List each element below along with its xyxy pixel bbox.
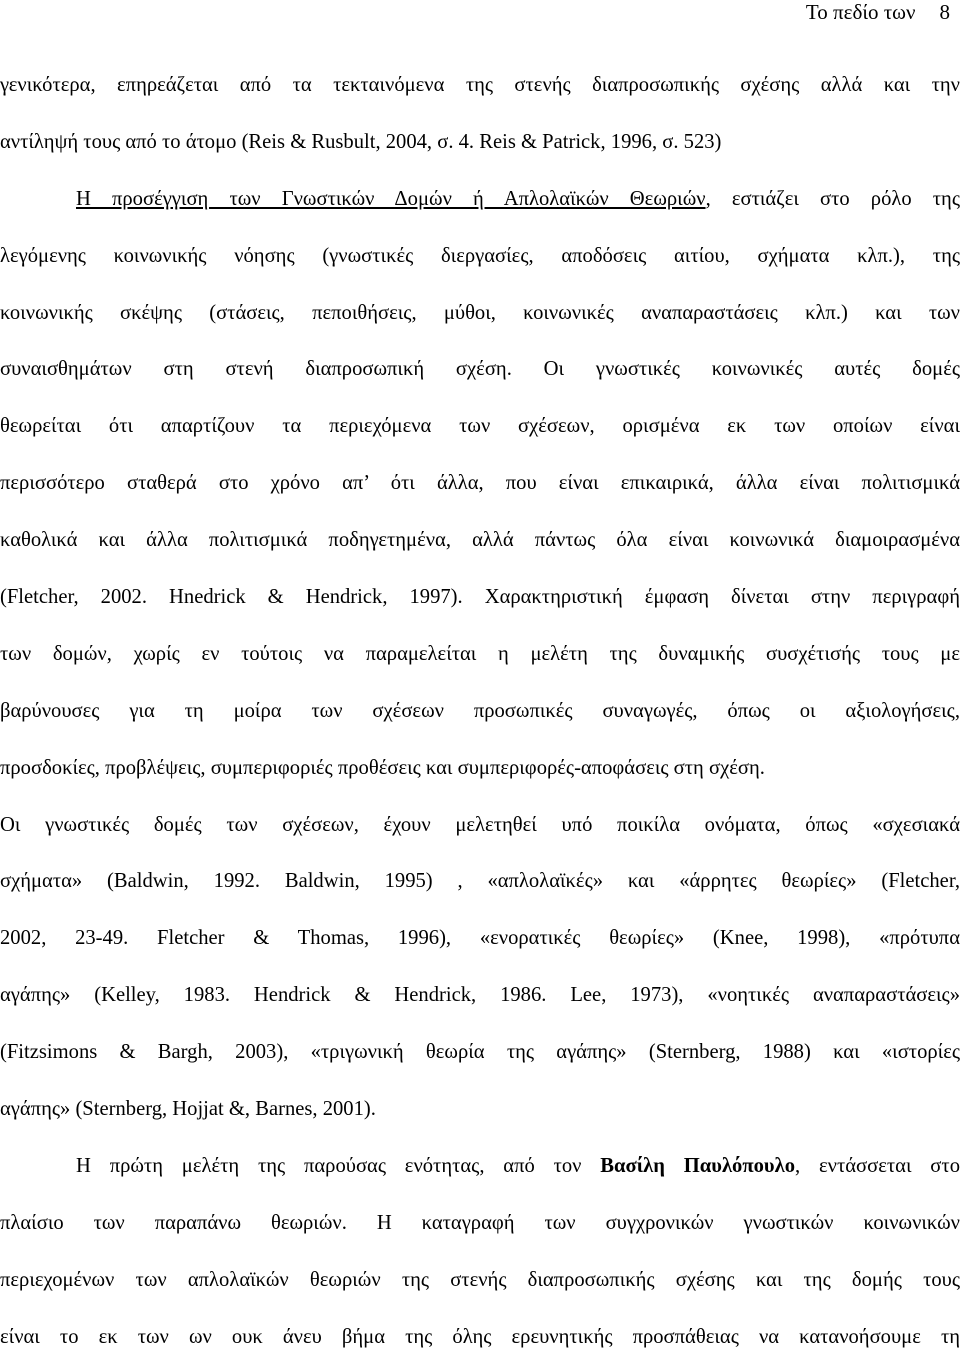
text-line: θεωρείται ότι απαρτίζουν τα περιεχόμενα των σχέσεων, ορισμένα εκ των οποίων είναι — [0, 415, 960, 438]
text-line: (Fitzsimons & Bargh, 2003), «τριγωνική θεωρία της αγάπης» (Sternberg, 1988) και «ιστορίες — [0, 1041, 960, 1064]
text-line: σχήματα» (Baldwin, 1992. Baldwin, 1995) , «απλολαϊκές» και «άρρητες θεωρίες» (Fletcher, — [0, 870, 960, 893]
page-number: 8 — [939, 0, 950, 24]
text-line: αγάπης» (Kelley, 1983. Hendrick & Hendrick, 1986. Lee, 1973), «νοητικές αναπαραστάσεις» — [0, 984, 960, 1007]
text-line: (Fletcher, 2002. Hnedrick & Hendrick, 1997). Χαρακτηριστική έμφαση δίνεται στην περιγραφή — [0, 586, 960, 609]
running-header-title: Το πεδίο των — [805, 0, 916, 24]
body-text — [0, 60, 960, 1368]
text-line: καθολικά και άλλα πολιτισμικά ποδηγετημένα, αλλά πάντως όλα είναι κοινωνικά διαμοιρασμένα — [0, 529, 960, 552]
running-header — [806, 0, 950, 24]
text-line: των δομών, χωρίς εν τούτοις να παραμελείται η μελέτη της δυναμικής συσχέτισής τους με — [0, 642, 960, 665]
underlined-heading-phrase: Η προσέγγιση των Γνωστικών Δομών ή Απλολαϊκών Θεωριών — [76, 187, 706, 210]
text-line: είναι το εκ των ων ουκ άνευ βήμα της όλης ερευνητικής προσπάθειας να κατανοήσουμε τη — [0, 1325, 960, 1348]
text-line: αντίληψή τους από το άτομο (Reis & Rusbult, 2004, σ. 4. Reis & Patrick, 1996, σ. 523) — [0, 130, 722, 153]
author-name: Βασίλη Παυλόπουλο — [600, 1154, 796, 1177]
text-line: περισσότερο σταθερά στο χρόνο απ’ ότι άλλα, που είναι επικαιρικά, άλλα είναι πολιτισμικά — [0, 472, 960, 495]
text-line: Οι γνωστικές δομές των σχέσεων, έχουν μελετηθεί υπό ποικίλα ονόματα, όπως «σχεσιακά — [0, 813, 960, 836]
text-fragment: , εστιάζει στο ρόλο της — [705, 187, 960, 210]
text-line: βαρύνουσες για τη μοίρα των σχέσεων προσωπικές συναγωγές, όπως οι αξιολογήσεις, — [0, 699, 960, 722]
text-fragment: , εντάσσεται στο — [795, 1154, 960, 1177]
text-line: κοινωνικής σκέψης (στάσεις, πεποιθήσεις, μύθοι, κοινωνικές αναπαραστάσεις κλπ.) και των — [0, 301, 960, 324]
text-fragment: Η πρώτη μελέτη της παρούσας ενότητας, από τον — [76, 1154, 601, 1177]
text-line: πλαίσιο των παραπάνω θεωριών. Η καταγραφή των συγχρονικών γνωστικών κοινωνικών — [0, 1211, 960, 1234]
text-line: συναισθημάτων στη στενή διαπροσωπική σχέση. Οι γνωστικές κοινωνικές αυτές δομές — [0, 358, 960, 381]
paragraph-start-line — [0, 174, 960, 231]
text-line: περιεχομένων των απλολαϊκών θεωριών της στενής διαπροσωπικής σχέσης και της δομής τους — [0, 1268, 960, 1291]
paragraph-start-line — [0, 1141, 960, 1198]
text-line: γενικότερα, επηρεάζεται από τα τεκταινόμενα της στενής διαπροσωπικής σχέσης αλλά και την — [0, 74, 960, 96]
text-line: 2002, 23-49. Fletcher & Thomas, 1996), «ενορατικές θεωρίες» (Knee, 1998), «πρότυπα — [0, 927, 960, 950]
text-line: προσδοκίες, προβλέψεις, συμπεριφοριές προθέσεις και συμπεριφορές-αποφάσεις στη σχέση. — [0, 756, 765, 779]
text-line: αγάπης» (Sternberg, Hojjat &, Barnes, 2001). — [0, 1098, 376, 1121]
text-line: λεγόμενης κοινωνικής νόησης (γνωστικές διεργασίες, αποδόσεις αιτίου, σχήματα κλπ.), της — [0, 244, 960, 267]
